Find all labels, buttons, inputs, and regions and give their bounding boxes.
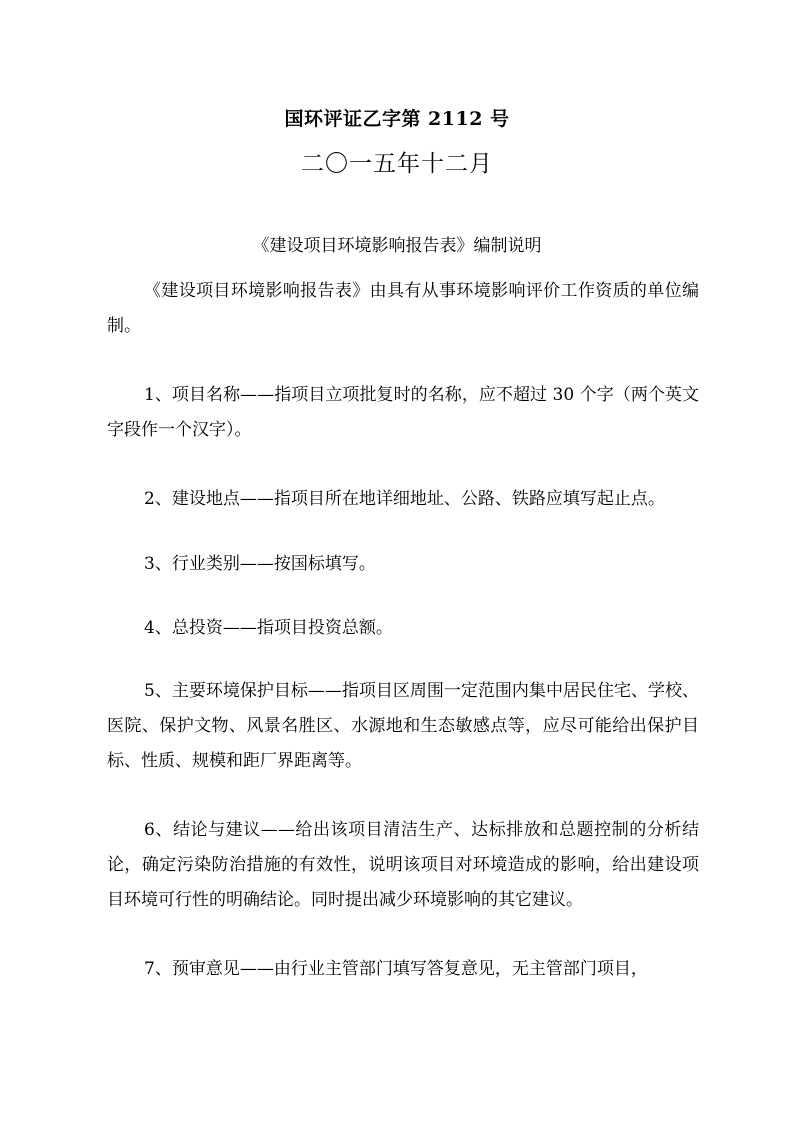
item-preliminary-review: 7、预审意见——由行业主管部门填写答复意见，无主管部门项目，	[144, 959, 648, 979]
item-total-investment: 4、总投资——指项目投资总额。	[144, 618, 393, 638]
item-industry-category: 3、行业类别——按国标填写。	[144, 554, 376, 574]
certificate-number: 国环评证乙字第 2112 号	[284, 108, 510, 130]
document-date: 二〇一五年十二月	[301, 151, 493, 177]
section-heading: 《建设项目环境影响报告表》编制说明	[252, 236, 542, 256]
item-project-name: 1、项目名称——指项目立项批复时的名称，应不超过 30 个字（两个英文字段作一个汉字）。	[107, 385, 699, 440]
item-conclusion: 6、结论与建议——给出该项目清洁生产、达标排放和总题控制的分析结论，确定污染防治措施的有效性，说明该项目对环境造成的影响，给出建设项目环境可行性的明确结论。同时提出减少环境影响的其它建议。	[107, 820, 699, 910]
item-protection-targets: 5、主要环境保护目标——指项目区周围一定范围内集中居民住宅、学校、医院、保护文物、风景名胜区、水源地和生态敏感点等，应尽可能给出保护目标、性质、规模和距厂界距离等。	[107, 681, 699, 771]
intro-paragraph: 《建设项目环境影响报告表》由具有从事环境影响评价工作资质的单位编制。	[107, 281, 699, 336]
item-construction-site: 2、建设地点——指项目所在地详细地址、公路、铁路应填写起止点。	[144, 489, 665, 509]
